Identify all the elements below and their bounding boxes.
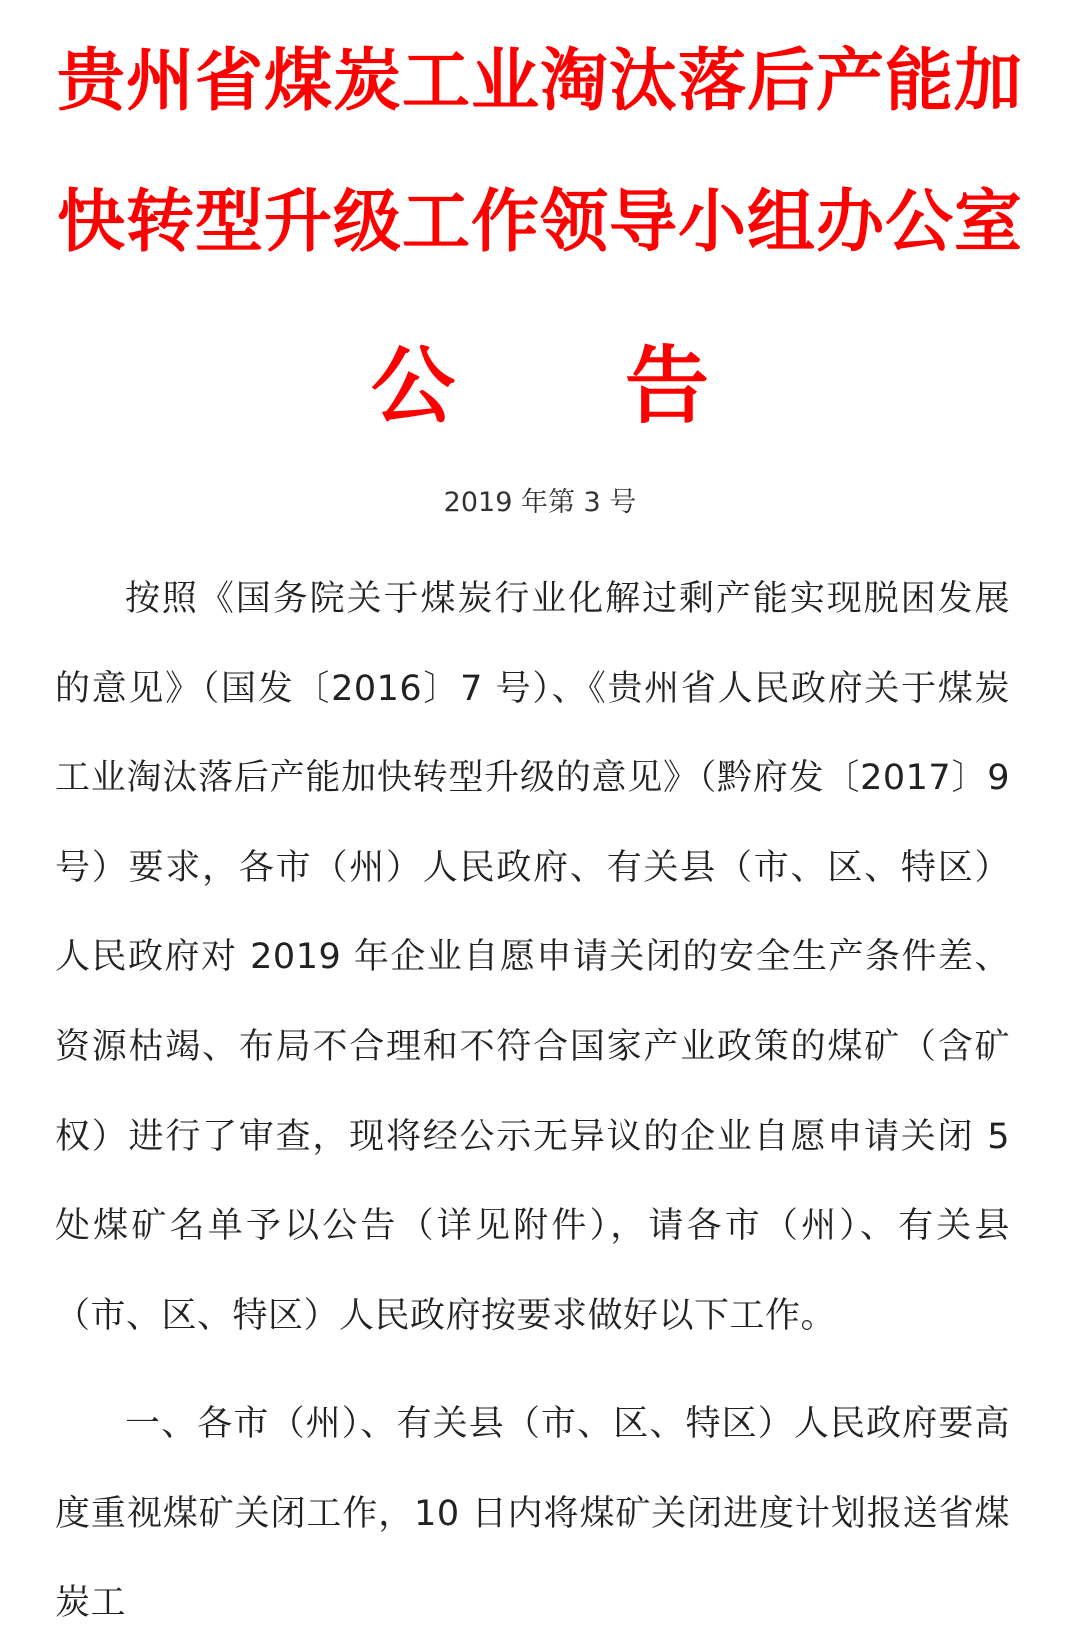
notice-heading (0, 338, 1080, 434)
document-title-line-2: 快转型升级工作领导小组办公室 (56, 183, 1023, 262)
notice-heading-char-2: 告 (625, 337, 710, 435)
body-paragraph-item-1: 一、各市（州）、有关县（市、区、特区）人民政府要高度重视煤矿关闭工作，10 日内将煤矿关闭进度计划报送省煤炭工 (55, 1404, 1010, 1624)
body-paragraph-intro: 按照《国务院关于煤炭行业化解过剩产能实现脱困发展的意见》（国发〔2016〕7 号）、《贵州省人民政府关于煤炭工业淘汰落后产能加快转型升级的意见》（黔府发〔2017〕9 号）要求，各市（州）人民政府、有关县（市、区、特区）人民政府对 2019 年企业自愿申请关闭的安全生产条件差、资源枯竭、布局不合理和不符合国家产业政策的煤矿（含矿权）进行了审查，现将经公示无异议的企业自愿申请关闭 5 处煤矿名单予以公告（详见附件），请各市（州）、有关县（市、区、特区）人民政府按要求做好以下工作。 (55, 579, 1010, 1336)
document-number: 2019 年第 3 号 (443, 487, 637, 518)
notice-heading-char-1: 公 (370, 337, 455, 435)
document-title-line-1: 贵州省煤炭工业淘汰落后产能加 (56, 42, 1023, 121)
